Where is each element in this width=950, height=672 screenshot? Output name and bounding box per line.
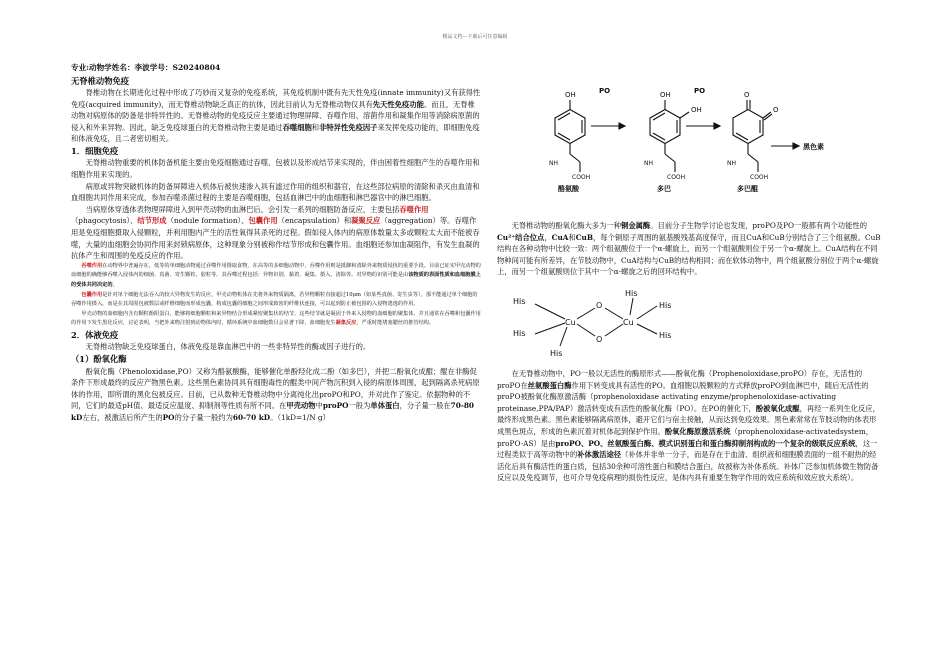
compound-name-dopaquinone: 多巴醌 xyxy=(737,185,758,193)
oxygen-label: O xyxy=(773,106,779,114)
section-heading-cellular: 1．细胞免疫 xyxy=(71,145,119,156)
paragraph: 酚氧化酶（Phenoloxidase,PO）又称为酪氨酸酶，能够催化单酚羟化成二酚（如多巴），并把二酚氧化成醌；醌在非酶促条件下形成最终的反应产物黑色素。这些黑色素协同具有细胞毒性的醌类中间产物沉积到入侵的病原体周围，起到隔离杀死病原体的作用，即所谓的黑化包被反应。目前，已从数种无脊椎动物中分离纯化出proPO和PO，并对此作了鉴定。依据物种的不同，它们的最适pH值、最适反应温度、抑制剂等性质有所不同。在甲壳动物中proPO一般为单体蛋白，分子量一般在70-80 kD左右，被激活后所产生的PO的分子量一般约为60-70 kD。（1kD=1/N g） xyxy=(71,366,480,422)
intro-paragraph: 脊椎动物在长期进化过程中形成了巧妙而又复杂的免疫系统，其免疫机制中既有先天性免疫(innate immunity)又有获得性免疫(acquired immunity)，而无脊椎动物缺乏真正的抗体，因此目前认为无脊椎动物仅具有先天性免疫功能。而且，无脊椎动物对病原体的防备是非特异性的。无脊椎动物的免疫反应主要通过物理屏障、吞噬作用、溶菌作用和凝集作用等消除病原菌的侵入和外来异物。因此，缺乏免疫球蛋白的无脊椎动物主要是通过吞噬细胞和非特异性免疫因子来发挥免疫功能的，即细胞免疫和体液免疫，且二者密切相关。 xyxy=(71,88,481,144)
compound-name-tyrosine: 酪氨酸 xyxy=(558,185,579,193)
hydroxyl-label: OH xyxy=(660,91,671,99)
paragraph: 无脊椎动物缺乏免疫球蛋白，体液免疫是靠血淋巴中的一些非特异性的酶或因子进行的。 xyxy=(85,342,371,352)
subsection-heading-po: （1）酚氧化酶 xyxy=(71,354,127,365)
histidine-label: His xyxy=(513,328,526,338)
melanin-label: 黑色素 xyxy=(803,143,824,151)
right-column xyxy=(497,62,882,484)
paragraph: 无脊椎动物的酚氧化酶大多为一种铜金属酶。目前分子生物学讨论也发现，proPO及PO一般都有两个功能性的Cu²⁺结合位点，CuA和CuB，每个铜原子周围的氨基酸残基高度保守，而且CuA和CuB分别结合了三个组氨酸。CuB结构在各种动物中比较一致：两个组氨酸位于一个α-螺旋上，而另一个组氨酸则位于另一个α-螺旋上。CuA结构在不同物种间可能有所差异，在节肢动物中，CuA结构与CuB的结构相同；而在软体动物中，两个组氨酸分别位于两个α-螺旋上，而另一个组氨酸则位于其中一个α-螺旋之后的回环结构中。 xyxy=(497,221,881,277)
histidine-label: His xyxy=(513,296,526,306)
copper-site-structure xyxy=(505,286,705,358)
carboxyl-label: COOH xyxy=(750,174,769,181)
paragraph: 无脊椎动物重要的机体防备机能主要由免疫细胞通过吞噬、包被以及形成结节来实现的，伴由困着性细胞产生的吞噬作用和细胞作用来实现的。 xyxy=(71,158,480,180)
po-arrow-label: PO xyxy=(694,87,706,95)
paragraph: 当病原体穿透体表物理屏障进入到甲壳动物的血淋巴后，会引发一系列的细胞防备反应，主要包括吞噬作用（phagocytosis）、结节形成（nodule formation）、包囊作用（encapsulation）和凝聚反应（aggregation）等。吞噬作用是免疫细胞摄取入侵颗粒，并利用胞内产生的活性氧得其杀死的过程。假如侵入体内的病原体数量太多或颗粒太大而不能被吞噬，大量的血细胞会协同作用来封锁病原体，这种现象分别被称作结节形成和包囊作用。血细胞还参加血凝阻作，有发生血凝的抗体产生和周围的免疫反应的作用。 xyxy=(71,204,480,261)
note-aggregation: 甲壳动物的血细胞内含有颗粒酚阳蛋白，能够将细胞颗粒和来异物结合形成紧密聚集状的结节，这些结节就是凝固于外来入侵物的血细胞的聚集体，并且通常在吞噬和包囊作用的作用下发生黑化反应，讨论表明，当把外来物注射到动物体内时，循环系统中血细胞数目会显著下降，血细胞发生凝集反应，严重时能堵塞腮丝的推管结构。 xyxy=(71,310,481,327)
note-encapsulation: 包囊作用是针对单个细胞无法吞入的较大异物发生的反应，甲壳动物机体在先将外来物质隔离，若异物颗粒直接超过10μm（如某些真菌、寄生虫等），那不能通过单个细胞的吞噬作用摄入，而是在其周围包被数层或纤维细胞而形成包囊，构成包囊的细胞之间形成致密的纤维状连接，可以起到防止被包围的入侵物逃逸的作用。 xyxy=(71,291,478,308)
compound-name-dopa: 多巴 xyxy=(657,185,671,193)
histidine-label: His xyxy=(659,330,672,340)
histidine-label: His xyxy=(550,348,563,358)
copper-atom-b: Cu xyxy=(623,317,634,327)
oxygen-label: O xyxy=(744,91,750,99)
carboxyl-label: COOH xyxy=(667,174,686,181)
histidine-label: His xyxy=(625,288,638,298)
oxygen-bridge: O xyxy=(596,334,603,344)
amine-label: NH xyxy=(727,160,736,167)
note-phagocytosis: 吞噬作用在动物界中普遍存在，低等的单细胞动物通过吞噬作用摄取食物，在高等的多细胞动物中，吞噬作用则是抵御和清除外来物质侵扰的重要手段。目前已证实甲壳动物的血细胞的确能够吞噬入侵体内的细菌、真菌、寄生颗粒、胶粒等。其吞噬过程包括：异物识别、黏着、凝集、摄入、清除等。对异物的识别可能是由该物质的表面性质和血细胞膜上的受体共同决定的。 xyxy=(71,262,481,288)
melanin-synthesis-scheme xyxy=(525,82,824,194)
oxygen-bridge: O xyxy=(596,300,603,310)
left-column xyxy=(71,62,481,424)
po-arrow-label: PO xyxy=(599,87,611,95)
page-header: 精品文档---下载后可任意编辑 xyxy=(442,34,508,40)
paragraph: 病原或异物突破机体的防备屏障进入机体后被快速渗入具有滤过作用的组织和器官，在这些部位病原的清除和杀灭由血清和血细胞共同作用来完成，参加吞噬杀菌过程的主要是吞噬细胞，包括血淋巴中的血细胞和淋巴器官中的淋巴细胞。 xyxy=(71,181,480,203)
paragraph: 在无脊椎动物中，PO一般以无活性的酶原形式——酚氧化酶（Prophenoloxidase,proPO）存在，无活性的proPO在丝氨酸蛋白酶作用下转变成具有活性的PO。血细胞以脱颗粒的方式释放proPO到血淋巴中，随后无活性的proPO被酚氧化酶原激活酶（prophenoloxidase activating enzyme/prophenoloxidase-activating proteinase,PPA/PAP）激活转变成有活性的酚氧化酶（PO）。在PO的催化下，酚被氧化成醌，再经一系列生化反应，最终形成黑色素。黑色素能够隔离病原体，避开它们与宿主接触，从而达到免疫效果。黑色素常常在节肢动物的体表形成黑色斑点，形成的色素沉着对机体起到保护作用。酚氧化酶原激活系统（prophenoloxidase-activatedsystem，proPO-AS）是由proPO、PO、丝氨酸蛋白酶、模式识别蛋白和蛋白酶抑制剂构成的一个复杂的级联反应系统，这一过程类似于高等动物中的补体激活途径（补体并非单一分子，而是存在于血清、组织液和细胞膜表面的一组不耐热的经活化后具有酶活性的蛋白质，包括30余种可溶性蛋白和膜结合蛋白，故被称为补体系统。补体广泛参加机体微生物防备反应以及免疫调节，也可介导免疫病理的损伤性反应，是体内具有重要生物学作用的效应系统和效应放大系统）。 xyxy=(497,368,880,483)
student-info: 专业:动物学姓名：李波学号：S20240804 xyxy=(71,63,221,72)
hydroxyl-label: OH xyxy=(691,106,702,114)
doc-title: 无脊椎动物免疫 xyxy=(71,75,130,86)
amine-label: NH xyxy=(549,160,558,167)
amine-label: NH xyxy=(644,160,653,167)
hydroxyl-label: OH xyxy=(565,91,576,99)
carboxyl-label: COOH xyxy=(572,174,591,181)
section-heading-humoral: 2．体液免疫 xyxy=(71,329,119,340)
histidine-label: His xyxy=(659,300,672,310)
copper-atom-a: Cu xyxy=(565,317,576,327)
